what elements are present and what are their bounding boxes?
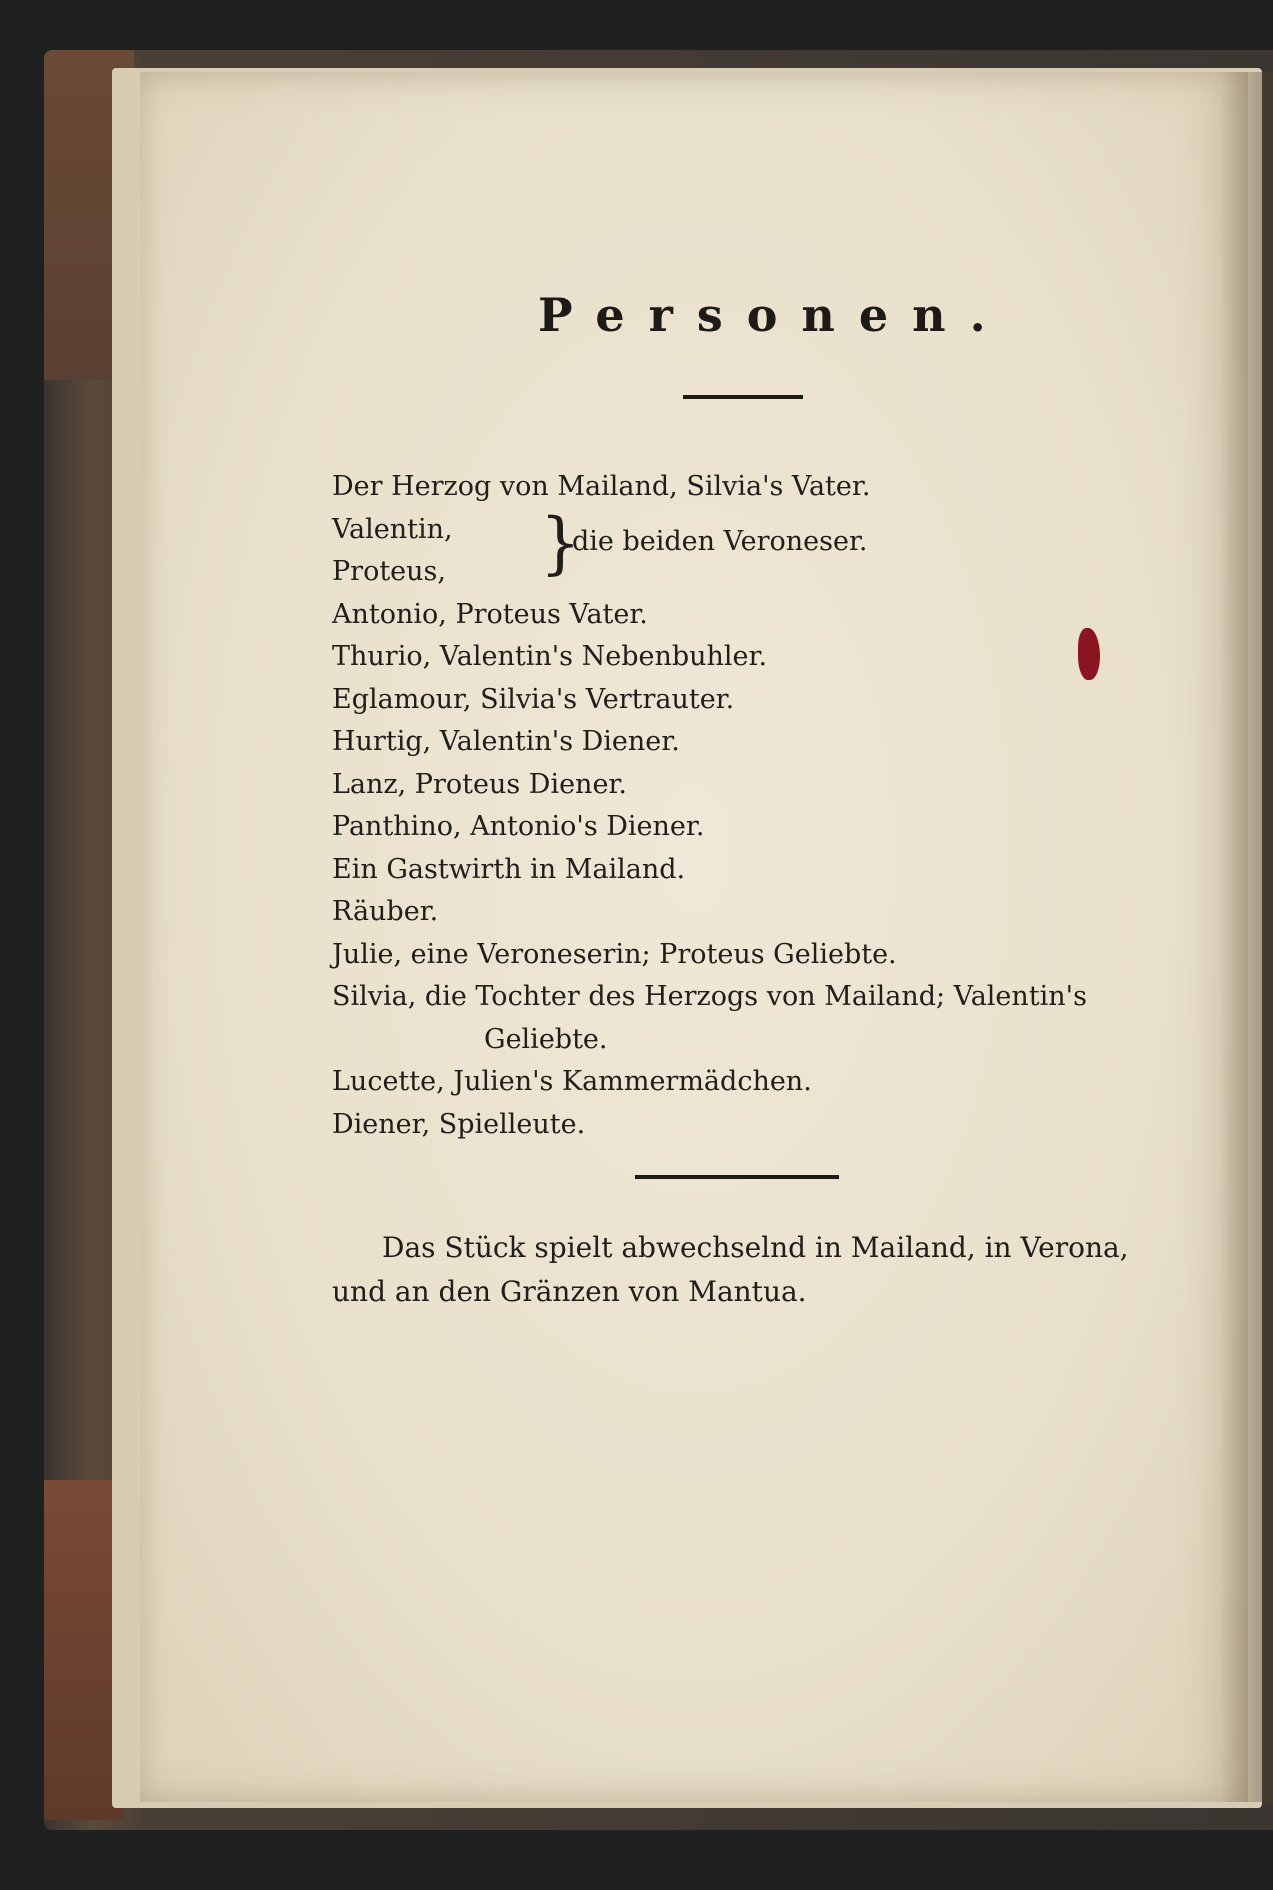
cast-line: Lucette, Julien's Kammermädchen. [332, 1066, 812, 1097]
cast-line: Proteus, [332, 556, 446, 587]
cast-line: Julie, eine Veroneserin; Proteus Geliebte. [332, 938, 897, 970]
cast-line: Ein Gastwirth in Mailand. [332, 853, 686, 885]
setting-note-line-2: und an den Gränzen von Mantua. [332, 1275, 807, 1308]
cast-line: Silvia, die Tochter des Herzogs von Mailand; Valentin's [332, 981, 1087, 1012]
cast-line: Räuber. [332, 896, 439, 927]
cast-line: Eglamour, Silvia's Vertrauter. [332, 683, 735, 715]
divider-top [683, 395, 803, 399]
cast-line: Lanz, Proteus Diener. [332, 768, 627, 800]
cast-line: Antonio, Proteus Vater. [332, 598, 648, 630]
cast-line: Der Herzog von Mailand, Silvia's Vater. [332, 471, 871, 502]
cast-line: Valentin, [332, 513, 453, 545]
gutter-shadow [1220, 72, 1273, 1802]
brace-label: die beiden Veroneser. [572, 526, 868, 557]
cast-line-continuation: Geliebte. [484, 1023, 608, 1055]
setting-note-line-1: Das Stück spielt abwechselnd in Mailand, in Verona, [382, 1231, 1129, 1264]
divider-bottom [635, 1175, 839, 1179]
cast-line: Hurtig, Valentin's Diener. [332, 726, 680, 757]
setting-note [332, 1226, 1152, 1314]
cast-line: Panthino, Antonio's Diener. [332, 811, 705, 842]
cast-line: Diener, Spielleute. [332, 1108, 586, 1140]
cast-line: Thurio, Valentin's Nebenbuhler. [332, 641, 768, 672]
brace-icon: } [540, 505, 581, 583]
page-title: Personen. [538, 288, 1010, 342]
cast-list [332, 466, 1192, 1146]
